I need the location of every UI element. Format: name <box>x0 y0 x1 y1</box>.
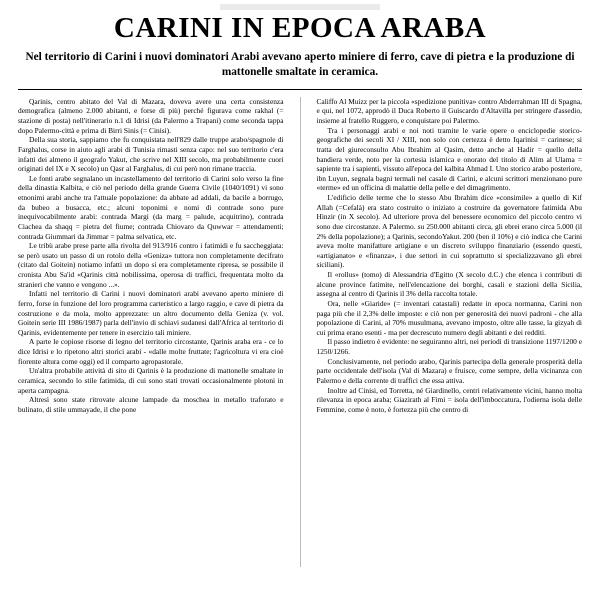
paragraph: Altresì sono state ritrovate alcune lampade da moschea in metallo traforato e bulinato, di stile ummayade, il che pone <box>18 395 284 414</box>
page-subtitle: Nel territorio di Carini i nuovi dominatori Arabi avevano aperto miniere di ferro, cave di pietra e la produzione di mattonelle smaltate in ceramica. <box>25 51 575 79</box>
paragraph: Il passo indietro è evidente: ne seguiranno altri, nei periodi di transizione 1197/1200 e 1250/1266. <box>316 337 582 357</box>
article-columns <box>18 97 582 567</box>
paragraph: Un'altra probabile attività di sito di Qarinis è la produzione di mattonelle smaltate in ceramica, secondo lo stile fatimida, di cui sono stati trovati occasionalmente plotoni in aperta campagna. <box>18 366 284 395</box>
page-title: CARINI IN EPOCA ARABA <box>113 12 487 44</box>
left-column <box>18 97 284 415</box>
paragraph: Conclusivamente, nel periodo arabo, Qarinis partecipa della generale prosperità della parte occidentale dell'isola (Val di Mazara) e fruisce, come sempre, della vicinanza con Palermo e della corrente di traffici che essa attiva. <box>316 356 582 385</box>
paragraph: Il «rollus» (tomo) di Alessandria d'Egitto (X secolo d.C.) che elenca i contributi di alcune province fatimite, nell'elencazione dei borghi, casali e stazioni della Sicilia, assegna al centro di Qarinis il 3% della raccolta totale. <box>316 270 582 299</box>
paragraph: Della sua storia, sappiamo che fu conquistata nell'829 dalle truppe arabo/spagnole di Farghalus, corse in aiuto agli arabi di Tunisia rimasti senza capo: nel suo territorio c'era infatti dei almeno il geografo Yakut, che scrive nel XIII secolo, ma probabilmente cuori originati del IX e X secolo) un Qasr al Farghalus, di cui però non rimane traccia. <box>18 135 284 174</box>
page-top-strip-mark <box>220 4 380 10</box>
paragraph: Califfo Al Muizz per la piccola «spedizione punitiva» contro Abderrahman III di Spagna, e qui, nel 1072, approdò il Duca Roberto il Guiscardo d'Altavilla per stringere d'assedio, insieme al fratello Ruggero, e conquistare poi Palermo. <box>316 96 582 126</box>
paragraph: Qarinis, centro abitato del Val di Mazara, doveva avere una certa consistenza demografica (almeno 2.000 abitanti, e forse di più) perché figurava come rakhal (= stazione di posta) nell'itinerario n.1 di Idrisi (da Palermo a Trapani) come seconda tappa dopo Palermo-città e prima di Birri Sinis (= Cinisi). <box>18 96 284 135</box>
paragraph: A parte le copiose risorse di legno del territorio circostante, Qarinis araba era - ce lo dice Idrisi e lo ripetono altri storici arabi - «dalle molte fruttate; l'agricoltura vi era cioè fiorente altura come oggi) ed il comparto agropastorale. <box>18 337 284 366</box>
paragraph: Infatti nel territorio di Carini i nuovi dominatori arabi avevano aperto miniere di ferro, forse in funzione del loro programma carteristico a largo raggio, e cave di pietra da costruzione e da mola, molto apprezzate: un altro documento della Geniza (v. vol. Goitein serie III 1986/1987) parla dell'invio di schiavi sudanesi dall'Africa al territorio di Qarinis, evidentemente per tenere in esercizio tali miniere. <box>18 289 284 337</box>
paragraph: Ora, nelle «Giaride» (= inventari catastali) redatte in epoca normanna, Carini non paga più che il 2,3% delle imposte: e ciò non per generosità dei nuovi padroni - che alla popolazione di Carini, al 70% musulmana, avevano imposto, oltre alle tasse, la gizyah di cui prima erano esenti - ma per decrescuto numero degli abitanti e dei redditi. <box>316 298 582 337</box>
right-column <box>317 97 583 415</box>
paragraph: Le fonti arabe segnalano un incastellamento del territorio di Carini solo verso la fine della dinastia Kalbita, e ciò nel periodo della grande Guerra Civile (1040/1091) vi sono etnonimi arabi anche tra l'attuale popolazione: da abbate ad addali, da bacile a borrugo, da bubeo a busacca, etc.; alcuni toponimi e nomi di contrade sono pure inequivocabilmente arabi: contrada Margi (da marg = palude, acquitrino), contrada Ciachea da shaqq = pietra del fiume; contrada Chiovaro da Quwwar = attendamenti; contrada Giummari da Jimmar = palma selvatica, etc. <box>18 173 284 241</box>
page-top-strip <box>18 4 582 11</box>
paragraph: Tra i personaggi arabi e noi noti tramite le varie opere o enciclopedie storico-geografiche dei secoli XI / XIII, non solo con certezza è detto Iqarinisi = carinese; si tratta del giureconsulto Abu Ibrahim al Qasim, detto anche al Hadir = quello della bandiera verde, noto per la cortesia islamica e onorato del titolo di Alim al Ulama = sapiente tra i sapienti, vissuto all'epoca del kalbita Ahmad I. Uno storico arabo posteriore, ibn Luyun, segnala bagni termali nel casale di Carini, e alcuni scrittori menzionano pure «terme» ed un officina di malattie della pelle e del dimagrimento. <box>316 125 582 193</box>
header-divider <box>18 89 582 90</box>
paragraph: Le tribù arabe prese parte alla rivolta del 913/916 contro i fatimidi e fu saccheggiata: se però usato un passo di un rotolo della «Geniza» tuttora non completamente decifrato (citato dal Goitein) notiamo infatti un dopo si era completamente ripresa, se possibile il cronista Abu Sa'id «Qarinis città nobilissima, operosa di traffici, frequentata molto da stranieri che vanno e vengono ...». <box>18 241 284 289</box>
paragraph: Inoltre ad Cinisi, ed Torretta, né Giardinello, centri relativamente vicini, hanno molta rilevanza in epoca araba; Giazirath al Fimi = isola dell'imboccatura, l'odierna isola delle Femmine, come è noto, è fortezza più che centro di <box>316 385 582 414</box>
paragraph: L'edificio delle terme che lo stesso Abu Ibrahim dice «consimile» a quello di Kif Allah (=Cefalà) era stato costruito o iniziato a costruire da governatore fatimida Abu Hinzir (in X secolo). Ad ulteriore prova del benessere economico del piccolo centro vi sono due circostanze. A Palermo. su 250.000 abitanti circa, gli ebrei erano circa 5.000 (il 2% della popolazione); a Qarinis, secondoYakut. 200 (ben il 10%) e ciò indica che Carini aveva molte manifatture artigiane e un discreto sviluppo finanziario (essendo questi, «artigianato» e «finanza», i due settori in cui soprattutto si specializzavano gli ebrei siciliani). <box>316 193 582 270</box>
column-divider <box>300 97 301 567</box>
